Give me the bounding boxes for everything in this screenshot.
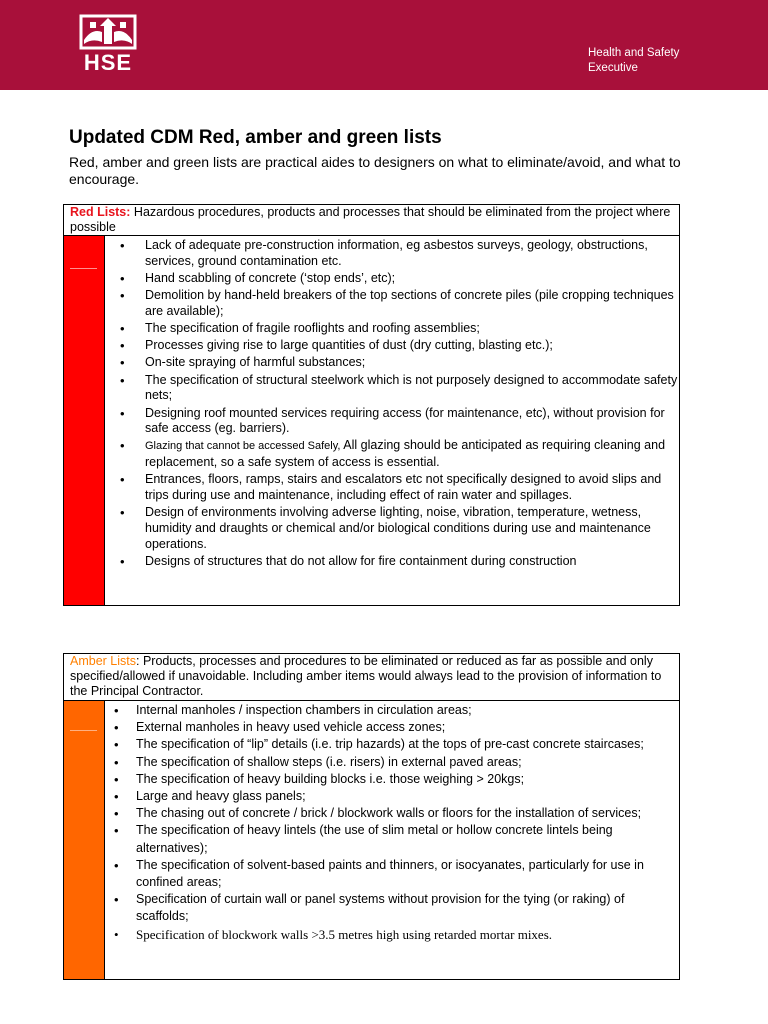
org-line-1: Health and Safety [588,47,680,59]
red-list-label: Red Lists: [70,205,131,219]
amber-list-label: Amber Lists [70,654,136,668]
list-item: • The specification of solvent-based paints and thinners, or isocyanates, particularly for use in confined areas; [104,857,679,891]
amber-list-items [104,702,679,943]
logo-text: HSE [83,50,133,75]
page-title: Updated CDM Red, amber and green lists [69,127,442,148]
glazing-rest: All glazing should be anticipated as requiring cleaning and replacement, so a safe system of access is essential. [145,438,666,470]
list-item: • Demolition by hand-held breakers of the top sections of concrete piles (pile cropping techniques are available); [104,288,679,319]
list-item: • The specification of “lip” details (i.e. trip hazards) at the tops of pre-cast concrete staircases; [104,736,679,753]
list-item: • Entrances, floors, ramps, stairs and escalators etc not specifically designed to avoid slips and trips during use and maintenance, including effect of rain water and spillages. [104,472,679,503]
list-item: • The specification of shallow steps (i.e. risers) in external paved areas; [104,754,679,771]
list-item: • Specification of blockwork walls >3.5 metres high using retarded mortar mixes. [104,926,679,943]
list-item: • Specification of curtain wall or panel systems without provision for the tying (or raking) of scaffolds; [104,891,679,925]
list-item: • On-site spraying of harmful substances; [104,355,679,371]
red-list-box [63,204,680,606]
amber-color-bar [64,701,105,979]
list-item: • Designing roof mounted services requiring access (for maintenance, etc), without provision for safe access (eg. barriers). [104,406,679,437]
list-item: • Hand scabbling of concrete (‘stop ends’, etc); [104,271,679,287]
amber-list-description: : Products, processes and procedures to be eliminated or reduced as far as possible and only specified/allowed if unavoidable. Including amber items would always lead to the provision of information to the Principal Contractor. [70,654,662,698]
list-item [104,438,679,470]
organisation-name [588,46,679,76]
amber-list-box [63,653,680,980]
list-item: • Large and heavy glass panels; [104,788,679,805]
list-item: • Lack of adequate pre-construction information, eg asbestos surveys, geology, obstructions, services, ground contamination etc. [104,238,679,269]
amber-list-header [64,654,679,701]
list-item: • Processes giving rise to large quantities of dust (dry cutting, blasting etc.); [104,338,679,354]
list-item: • Internal manholes / inspection chambers in circulation areas; [104,702,679,719]
list-item: • Design of environments involving adverse lighting, noise, vibration, temperature, wetness, humidity and draughts or chemical and/or biological conditions during use and maintenance operations. [104,505,679,552]
hse-logo [78,14,138,76]
list-item: • Designs of structures that do not allow for fire containment during construction [104,554,679,570]
intro-paragraph: Red, amber and green lists are practical aides to designers on what to eliminate/avoid, and what to encourage. [69,154,681,187]
hse-header-banner [0,0,768,90]
list-item: • The specification of heavy lintels (the use of slim metal or hollow concrete lintels being alternatives); [104,822,679,856]
list-item: • The chasing out of concrete / brick / blockwork walls or floors for the installation of services; [104,805,679,822]
list-item: • External manholes in heavy used vehicle access zones; [104,719,679,736]
glazing-lead: Glazing that cannot be accessed Safely, [145,440,341,453]
red-color-bar [64,236,105,605]
org-line-2: Executive [588,62,638,74]
list-item: • The specification of structural steelwork which is not purposely designed to accommodate safety nets; [104,373,679,404]
hse-emblem-icon [78,14,138,50]
list-item: • The specification of heavy building blocks i.e. those weighing > 20kgs; [104,771,679,788]
list-item: • The specification of fragile rooflights and roofing assemblies; [104,321,679,337]
red-list-header [64,205,679,236]
red-list-items [104,238,679,571]
red-list-description: Hazardous procedures, products and processes that should be eliminated from the project where possible [70,205,671,234]
